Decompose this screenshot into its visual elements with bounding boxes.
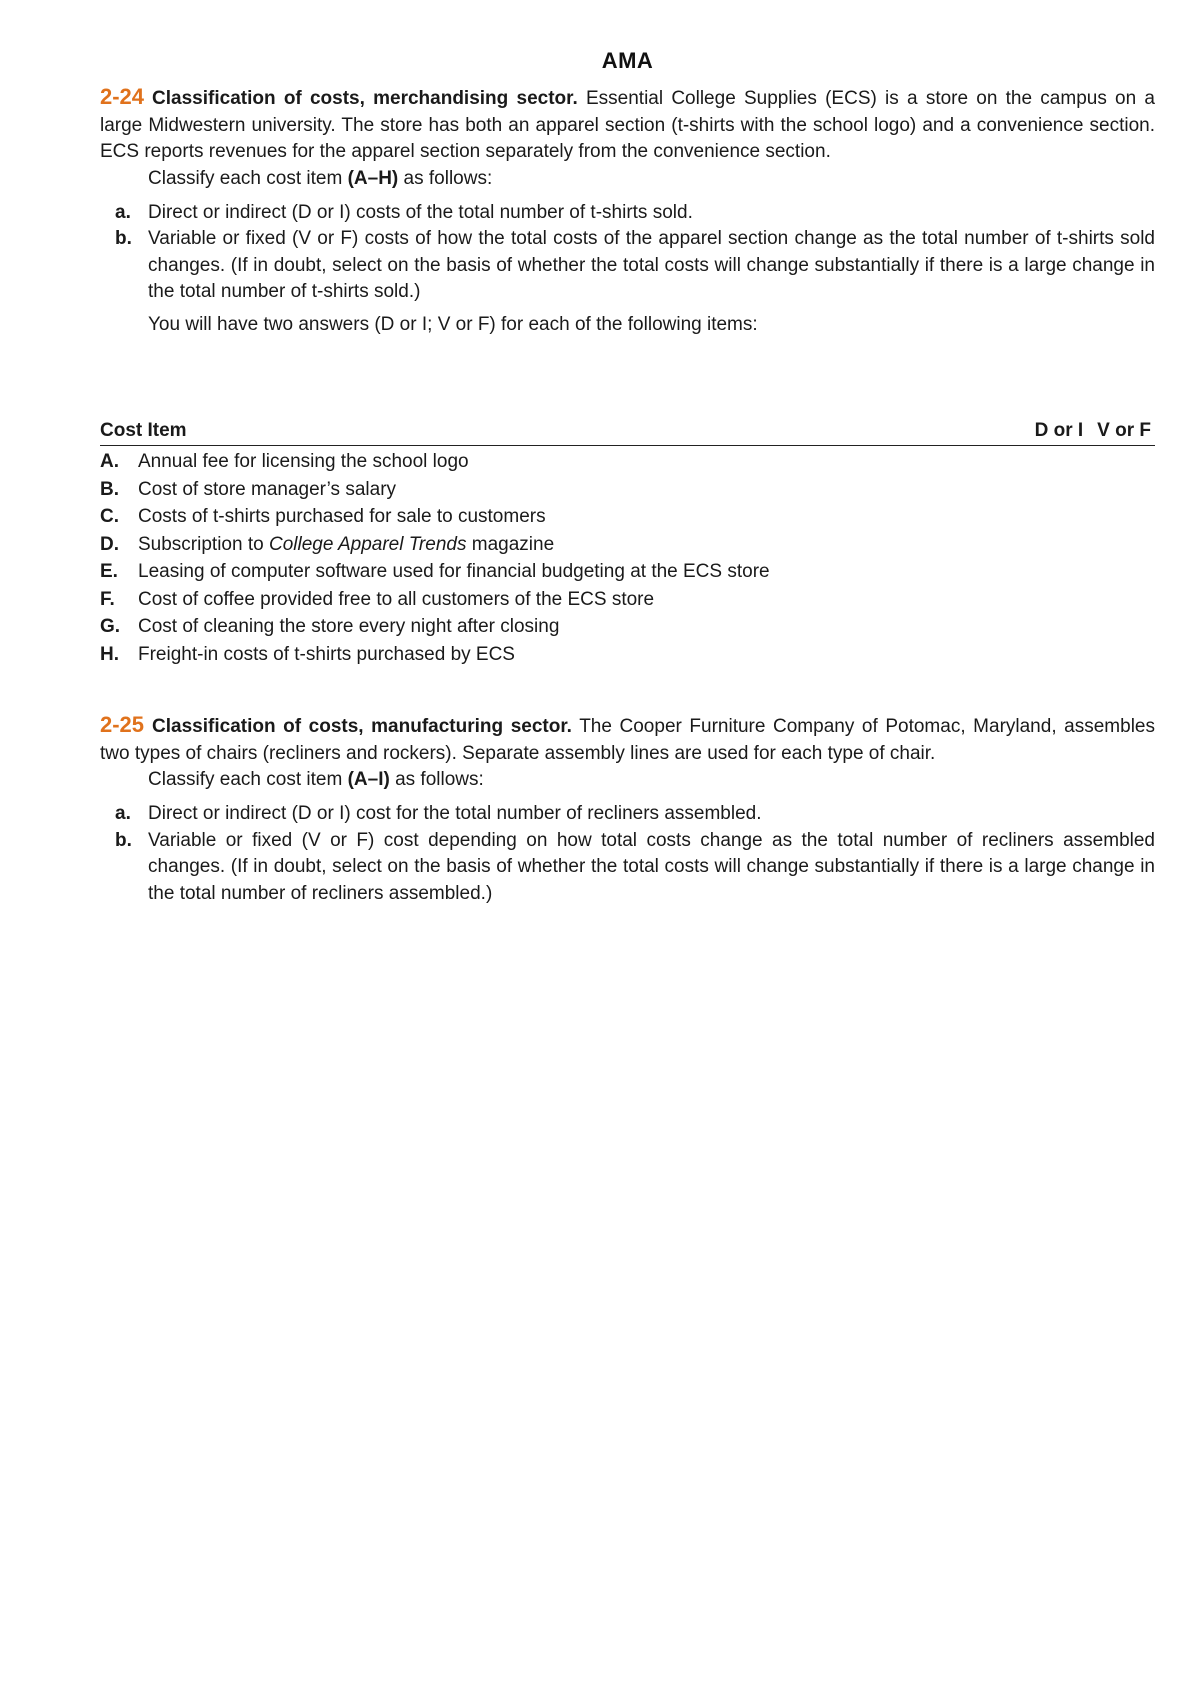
instruction-steps xyxy=(100,200,1155,306)
table-row: G. Cost of cleaning the store every night after closing xyxy=(100,616,560,637)
answer-note: You will have two answers (D or I; V or F) for each of the following items: xyxy=(148,313,758,335)
table-row: H. Freight-in costs of t-shirts purchased by ECS xyxy=(100,643,515,665)
cost-item-table xyxy=(100,418,1155,668)
list-item: a. Direct or indirect (D or I) costs of the total number of t-shirts sold. xyxy=(115,201,693,223)
list-item: a. Direct or indirect (D or I) cost for the total number of recliners assembled. xyxy=(115,803,762,824)
column-header-cost-item: Cost Item xyxy=(100,420,187,441)
problem-number: 2-25 xyxy=(100,712,145,737)
problem-2-24-intro xyxy=(100,84,1155,166)
column-header-v-or-f: V or F xyxy=(1097,420,1151,441)
problem-title: Classification of costs, merchandising sector. xyxy=(152,88,578,109)
list-item: b. Variable or fixed (V or F) cost depending on how total costs change as the total number of recliners assembled changes. (If in doubt, select on the basis of whether the total costs will change substantially if there is a large change in the total number of recliners assembled.) xyxy=(115,829,1155,904)
problem-2-25-intro xyxy=(100,712,1155,767)
problem-intro-text: Essential College Supplies (ECS) is a store on the campus on a large Midwestern university. The store has both an apparel section (t-shirts with the school logo) and a convenience section. ECS reports revenues for the apparel section separately from the convenience section. xyxy=(100,88,1155,162)
problem-number: 2-24 xyxy=(100,84,145,109)
list-item: b. Variable or fixed (V or F) costs of how the total costs of the apparel section change as the total number of t-shirts sold changes. (If in doubt, select on the basis of whether the total costs will change substantially if there is a large change in the total number of t-shirts sold.) xyxy=(115,228,1155,302)
document-title: AMA xyxy=(601,48,654,73)
problem-2-25 xyxy=(100,712,1155,907)
table-row: B. Cost of store manager’s salary xyxy=(100,478,397,500)
table-header xyxy=(100,418,1155,446)
table-row: E. Leasing of computer software used for financial budgeting at the ECS store xyxy=(100,561,770,582)
problem-instruction: Classify each cost item (A–H) as follows: xyxy=(148,167,493,189)
table-row: D. Subscription to College Apparel Trends magazine xyxy=(100,533,555,555)
problem-2-24 xyxy=(100,84,1155,338)
table-row: F. Cost of coffee provided free to all customers of the ECS store xyxy=(100,588,655,610)
column-header-d-or-i: D or I xyxy=(1034,420,1084,441)
problem-instruction: Classify each cost item (A–I) as follows: xyxy=(148,769,484,790)
table-row: A. Annual fee for licensing the school logo xyxy=(100,451,469,472)
table-row: C. Costs of t-shirts purchased for sale to customers xyxy=(100,506,546,527)
instruction-steps xyxy=(100,801,1155,907)
problem-intro-text: The Cooper Furniture Company of Potomac, Maryland, assembles two types of chairs (recliners and rockers). Separate assembly lines are used for each type of chair. xyxy=(100,716,1155,764)
problem-title: Classification of costs, manufacturing sector. xyxy=(152,716,572,737)
cost-rows xyxy=(100,448,1155,668)
